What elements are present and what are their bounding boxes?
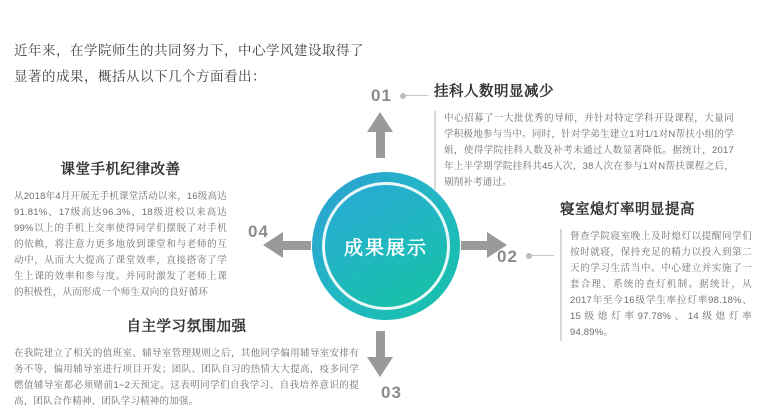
step-number-03: 03 (381, 383, 402, 402)
step-number-02: 02 (497, 247, 518, 266)
block-04 (14, 158, 227, 301)
arrow-down-shaft (376, 331, 385, 359)
center-circle-inner (322, 182, 450, 310)
block-04-body: 从2018年4月开展无手机课堂活动以来，16级高达91.81%、17级高达96.3%、18级进校以来高达99%以上的手机上交率使得同学们摆脱了对手机的依赖，将注意力更多地放到课堂和与老师的互动中，从而大大提高了课堂效率，直接搭寄了学生上课的效率和参与度。并同时激发了老师上课的积极性，从而形成一个师生双向的良好循环 (14, 191, 227, 298)
connector-dot-01 (400, 93, 406, 99)
connector-line-02 (530, 255, 554, 256)
block-01-title: 挂科人数明显减少 (434, 84, 554, 100)
block-01 (434, 80, 734, 191)
block-03-body: 在我院建立了相关的值班室、辅导室管理规则之后，其他同学偏用辅导室安排有务不等，偏用辅导室进行项目开发；团队、团队自习的热情大大提高，疫多同学燃值辅导室都必须赌前1~2天预定。这表明同学们自我学习、自我培养意识的提高，团队合作精神、团队学习精神的加强。 (14, 348, 359, 407)
block-02-body: 督查学院寝室晚上及时熄灯以提醒同学们按时就寝，保持充足的精力以投入到第二天的学习生活当中。中心建立并实施了一套合理、系统的查灯机制。据统计，从2017年至今16级学生率拉灯率98.18%、15级熄灯率97.78%、14级熄灯率94.89%。 (560, 229, 752, 341)
block-03-title: 自主学习氛围加强 (126, 319, 247, 335)
arrow-right-shaft (461, 241, 489, 250)
block-04-title: 课堂手机纪律改善 (60, 162, 181, 178)
block-03 (14, 315, 359, 410)
arrow-up-shaft (376, 130, 385, 158)
center-label: 成果展示 (343, 237, 428, 259)
step-number-04: 04 (248, 222, 269, 241)
connector-line-01 (404, 95, 428, 96)
step-number-01: 01 (371, 86, 392, 105)
block-01-body: 中心招募了一大批优秀的导师，并针对特定学科开设课程，大量同学积极地参与当中。同时，针对学弟生建立1对1/1对N帮扶小组的学姐，使得学院挂科人数及补考未通过人数显著降低。据统计，2017年上半学期学院挂科共45人次，38人次在参与1对N帮扶课程之后，剔削补考通过。 (434, 111, 734, 191)
arrow-down-head (367, 357, 393, 377)
intro-paragraph: 近年来，在学院师生的共同努力下，中心学风建设取得了显著的成果，概括从以下几个方面看出： (14, 43, 364, 84)
block-02 (560, 198, 752, 341)
arrow-left-shaft (283, 241, 311, 250)
connector-dot-02 (526, 253, 532, 259)
block-02-title: 寝室熄灯率明显提高 (560, 202, 695, 218)
arrow-up-head (367, 112, 393, 132)
center-circle (312, 172, 460, 320)
